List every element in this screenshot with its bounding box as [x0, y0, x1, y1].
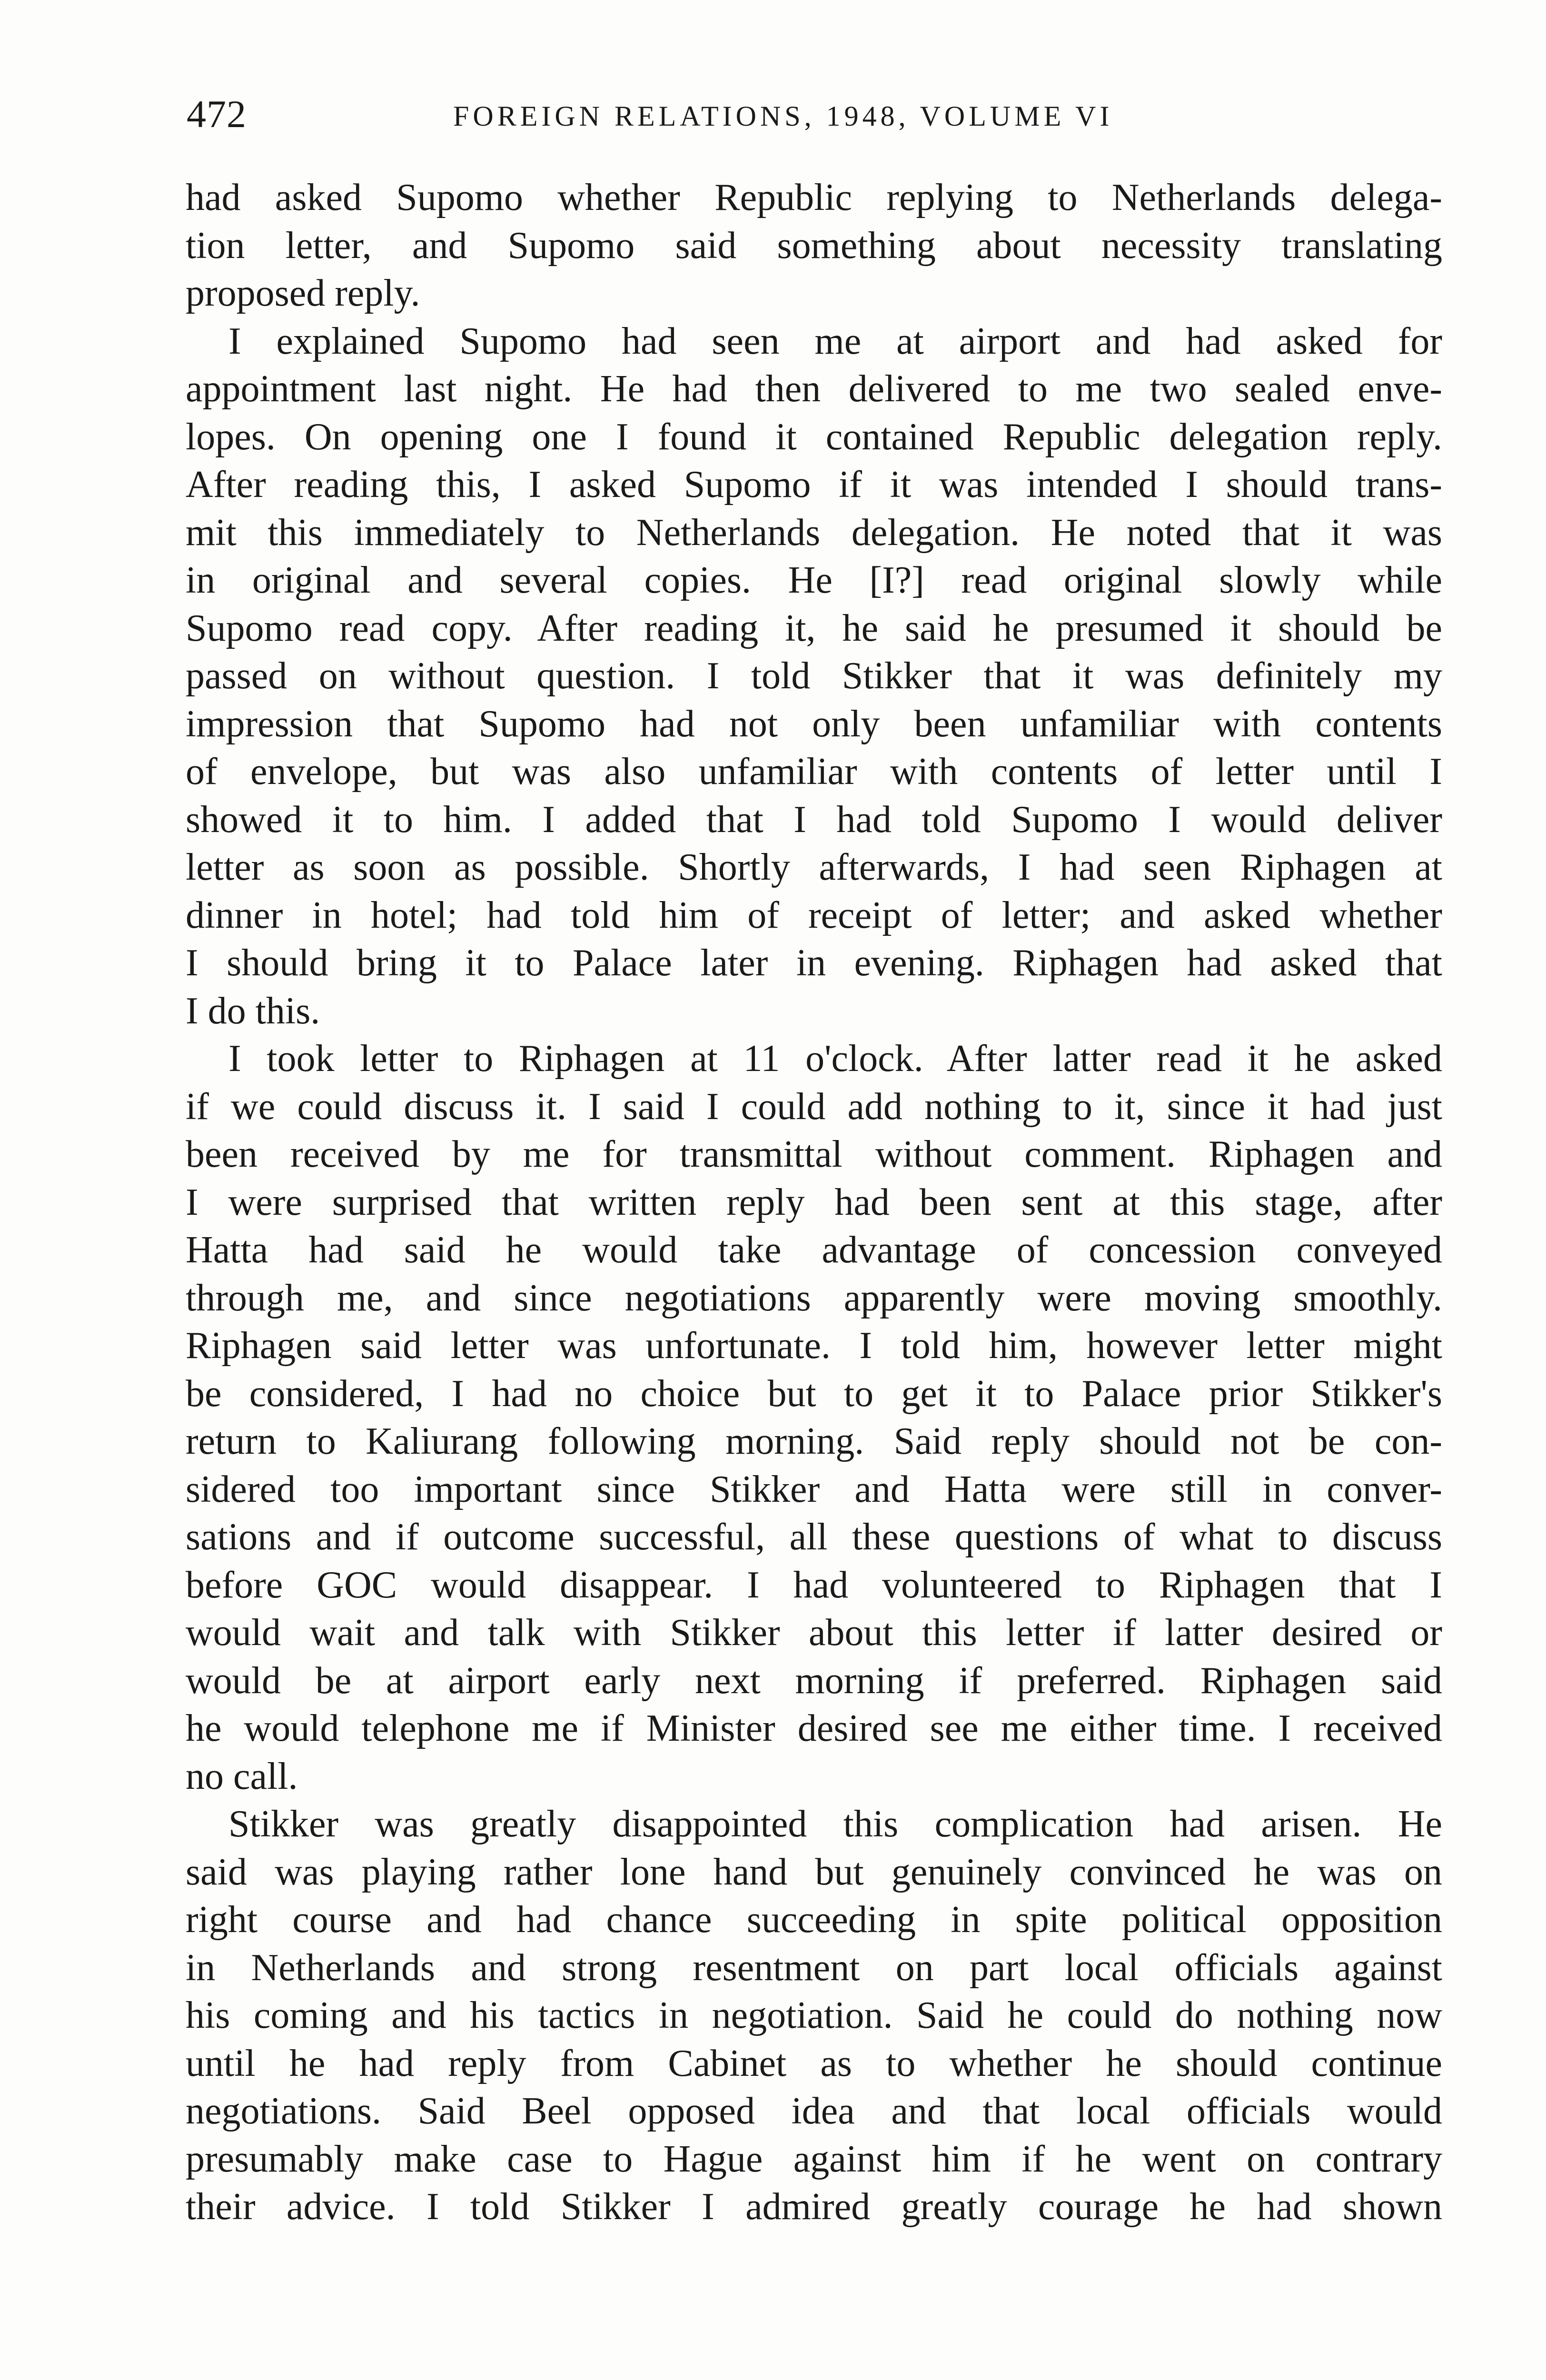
- text-line: in Netherlands and strong resentment on part local officials against: [186, 1946, 1442, 1989]
- running-head: [187, 90, 1443, 138]
- text-line: he would telephone me if Minister desired see me either time. I received: [186, 1707, 1442, 1749]
- text-line: in original and several copies. He [I?] read original slowly while: [186, 559, 1442, 601]
- text-line: their advice. I told Stikker I admired greatly courage he had shown: [186, 2186, 1442, 2228]
- paragraph: [186, 317, 1442, 1035]
- paragraph: [186, 1035, 1442, 1800]
- text-line: showed it to him. I added that I had told Supomo I would deliver: [186, 798, 1442, 841]
- running-title: FOREIGN RELATIONS, 1948, VOLUME VI: [453, 100, 1113, 132]
- text-line: would wait and talk with Stikker about this letter if latter desired or: [186, 1612, 1442, 1654]
- page-number: 472: [187, 92, 247, 136]
- text-line: letter as soon as possible. Shortly afterwards, I had seen Riphagen at: [186, 846, 1442, 888]
- text-line: said was playing rather lone hand but genuinely convinced he was on: [186, 1851, 1442, 1893]
- text-line: tion letter, and Supomo said something about necessity translating: [186, 224, 1442, 267]
- text-line: negotiations. Said Beel opposed idea and that local officials would: [186, 2090, 1442, 2132]
- text-line: I should bring it to Palace later in evening. Riphagen had asked that: [186, 942, 1442, 984]
- text-line: Hatta had said he would take advantage of concession conveyed: [186, 1229, 1442, 1271]
- text-line: Stikker was greatly disappointed this complication had arisen. He: [228, 1803, 1442, 1845]
- text-line: right course and had chance succeeding in spite political opposition: [186, 1899, 1442, 1941]
- text-line: until he had reply from Cabinet as to whether he should continue: [186, 2042, 1442, 2084]
- text-line: through me, and since negotiations apparently were moving smoothly.: [186, 1277, 1442, 1319]
- text-line: presumably make case to Hague against him if he went on contrary: [186, 2138, 1442, 2180]
- text-line: had asked Supomo whether Republic replying to Netherlands delega-: [186, 177, 1442, 218]
- text-line: return to Kaliurang following morning. Said reply should not be con-: [186, 1420, 1442, 1462]
- text-line: Riphagen said letter was unfortunate. I told him, however letter might: [186, 1325, 1442, 1367]
- text-line: passed on without question. I told Stikker that it was definitely my: [186, 655, 1442, 697]
- text-line: impression that Supomo had not only been unfamiliar with contents: [186, 703, 1442, 745]
- text-line: his coming and his tactics in negotiation. Said he could do nothing now: [186, 1994, 1442, 2036]
- text-line: I explained Supomo had seen me at airport and had asked for: [228, 320, 1442, 362]
- text-line: Supomo read copy. After reading it, he said he presumed it should be: [186, 607, 1442, 649]
- text-line: dinner in hotel; had told him of receipt of letter; and asked whether: [186, 894, 1442, 936]
- text-line: of envelope, but was also unfamiliar with contents of letter until I: [186, 751, 1442, 793]
- text-line: appointment last night. He had then delivered to me two sealed enve-: [186, 368, 1442, 410]
- text-line: I do this.: [186, 990, 320, 1032]
- text-line: before GOC would disappear. I had volunteered to Riphagen that I: [186, 1564, 1442, 1606]
- text-line: I were surprised that written reply had been sent at this stage, after: [186, 1181, 1442, 1223]
- text-line: be considered, I had no choice but to get it to Palace prior Stikker's: [186, 1372, 1442, 1415]
- text-line: if we could discuss it. I said I could add nothing to it, since it had just: [186, 1085, 1442, 1128]
- text-line: been received by me for transmittal without comment. Riphagen and: [186, 1133, 1442, 1175]
- body-text: [186, 174, 1442, 2231]
- text-line: no call.: [186, 1755, 298, 1797]
- paragraph: [186, 174, 1442, 317]
- text-line: After reading this, I asked Supomo if it was intended I should trans-: [186, 464, 1442, 506]
- text-line: mit this immediately to Netherlands delegation. He noted that it was: [186, 511, 1442, 554]
- paragraph: [186, 1800, 1442, 2231]
- text-line: sations and if outcome successful, all these questions of what to discuss: [186, 1516, 1442, 1558]
- text-line: proposed reply.: [186, 272, 420, 314]
- text-line: lopes. On opening one I found it contained Republic delegation reply.: [186, 416, 1442, 458]
- text-line: would be at airport early next morning if preferred. Riphagen said: [186, 1659, 1442, 1702]
- text-line: sidered too important since Stikker and Hatta were still in conver-: [186, 1468, 1442, 1510]
- text-line: I took letter to Riphagen at 11 o'clock. After latter read it he asked: [228, 1038, 1442, 1080]
